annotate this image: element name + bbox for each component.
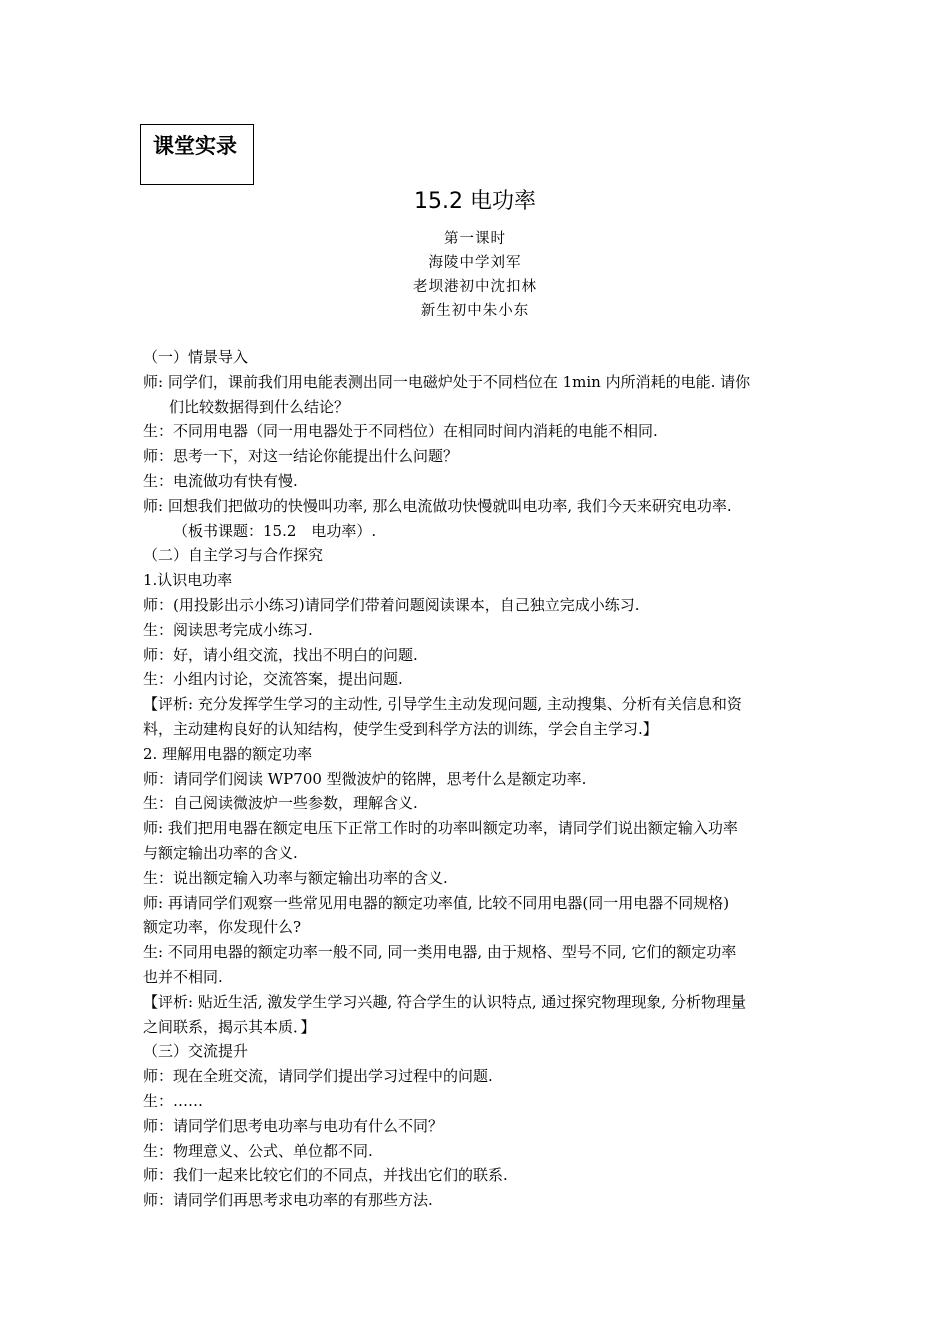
dialogue-line: 生：说出额定输入功率与额定输出功率的含义. xyxy=(143,868,448,887)
dialogue-line: 师：请同学们阅读 WP700 型微波炉的铭牌，思考什么是额定功率. xyxy=(143,769,587,788)
dialogue-line: 生：小组内讨论，交流答案，提出问题. xyxy=(143,670,403,689)
section-heading: （二）自主学习与合作探究 xyxy=(143,546,324,565)
dialogue-line: 师：好，请小组交流，找出不明白的问题. xyxy=(143,645,418,664)
commentary-line: 料，主动建构良好的认知结构，使学生受到科学方法的训练，学会自主学习.】 xyxy=(143,719,658,738)
dialogue-line: 生：阅读思考完成小练习. xyxy=(143,620,313,639)
dialogue-line: 师: 同学们，课前我们用电能表测出同一电磁炉处于不同档位在 1min 内所消耗的电能. 请你 xyxy=(143,372,751,391)
subtitle-author-2: 老坝港初中沈扣林 xyxy=(413,279,537,295)
dialogue-line: 师: 我们把用电器在额定电压下正常工作时的功率叫额定功率，请同学们说出额定输入功率 xyxy=(143,819,738,838)
dialogue-line: 师：现在全班交流，请同学们提出学习过程中的问题. xyxy=(143,1067,493,1086)
dialogue-line: 生：…… xyxy=(143,1091,204,1110)
dialogue-line: 师：我们一起来比较它们的不同点，并找出它们的联系. xyxy=(143,1166,508,1185)
subtitle-author-1: 海陵中学刘军 xyxy=(428,255,522,271)
dialogue-continuation: 们比较数据得到什么结论？ xyxy=(169,397,350,416)
subtitle-lesson-period: 第一课时 xyxy=(444,231,506,247)
subsection-heading: 2. 理解用电器的额定功率 xyxy=(143,744,313,763)
dialogue-line: 生：自己阅读微波炉一些参数，理解含义. xyxy=(143,794,418,813)
section-heading: （一）情景导入 xyxy=(143,348,249,366)
dialogue-line: 生：电流做功有快有慢. xyxy=(143,471,298,490)
dialogue-continuation: 额定功率，你发现什么? xyxy=(143,918,302,937)
board-note: （板书课题：15.2 电功率）. xyxy=(173,521,377,540)
commentary-line: 【评析: 贴近生活, 激发学生学习兴趣, 符合学生的认识特点, 通过探究物理现象, 分析物理量 xyxy=(143,992,746,1011)
dialogue-continuation: 也并不相同. xyxy=(143,967,223,986)
dialogue-line: 师: 再请同学们观察一些常见用电器的额定功率值, 比较不同用电器(同一用电器不同规格) xyxy=(143,893,730,912)
subtitle-author-3: 新生初中朱小东 xyxy=(420,303,530,319)
dialogue-line: 生：物理意义、公式、单位都不同. xyxy=(143,1141,373,1160)
section-heading: （三）交流提升 xyxy=(143,1042,249,1061)
dialogue-line: 生：不同用电器（同一用电器处于不同档位）在相同时间内消耗的电能不相同. xyxy=(143,422,658,441)
section-tag: 课堂实录 xyxy=(153,134,237,158)
section-tag-box xyxy=(140,124,254,185)
dialogue-line: 师：请同学们再思考求电功率的有那些方法. xyxy=(143,1191,433,1210)
dialogue-line: 师：(用投影出示小练习)请同学们带着问题阅读课本，自己独立完成小练习. xyxy=(143,595,640,614)
dialogue-line: 生: 不同用电器的额定功率一般不同, 同一类用电器, 由于规格、型号不同, 它们的额定功率 xyxy=(143,943,737,962)
dialogue-line: 师：请同学们思考电功率与电功有什么不同？ xyxy=(143,1116,444,1135)
dialogue-line: 师: 回想我们把做功的快慢叫功率, 那么电流做功快慢就叫电功率, 我们今天来研究电功率. xyxy=(143,496,732,515)
dialogue-continuation: 与额定输出功率的含义. xyxy=(143,843,298,862)
lesson-body xyxy=(143,345,811,1213)
subsection-heading: 1.认识电功率 xyxy=(143,571,233,590)
commentary-line: 【评析: 充分发挥学生学习的主动性, 引导学生主动发现问题, 主动搜集、分析有关信息和资 xyxy=(143,695,742,714)
dialogue-line: 师：思考一下，对这一结论你能提出什么问题？ xyxy=(143,447,459,466)
commentary-line: 之间联系，揭示其本质．】 xyxy=(143,1017,316,1036)
lesson-title: 15.2 电功率 xyxy=(414,189,536,214)
